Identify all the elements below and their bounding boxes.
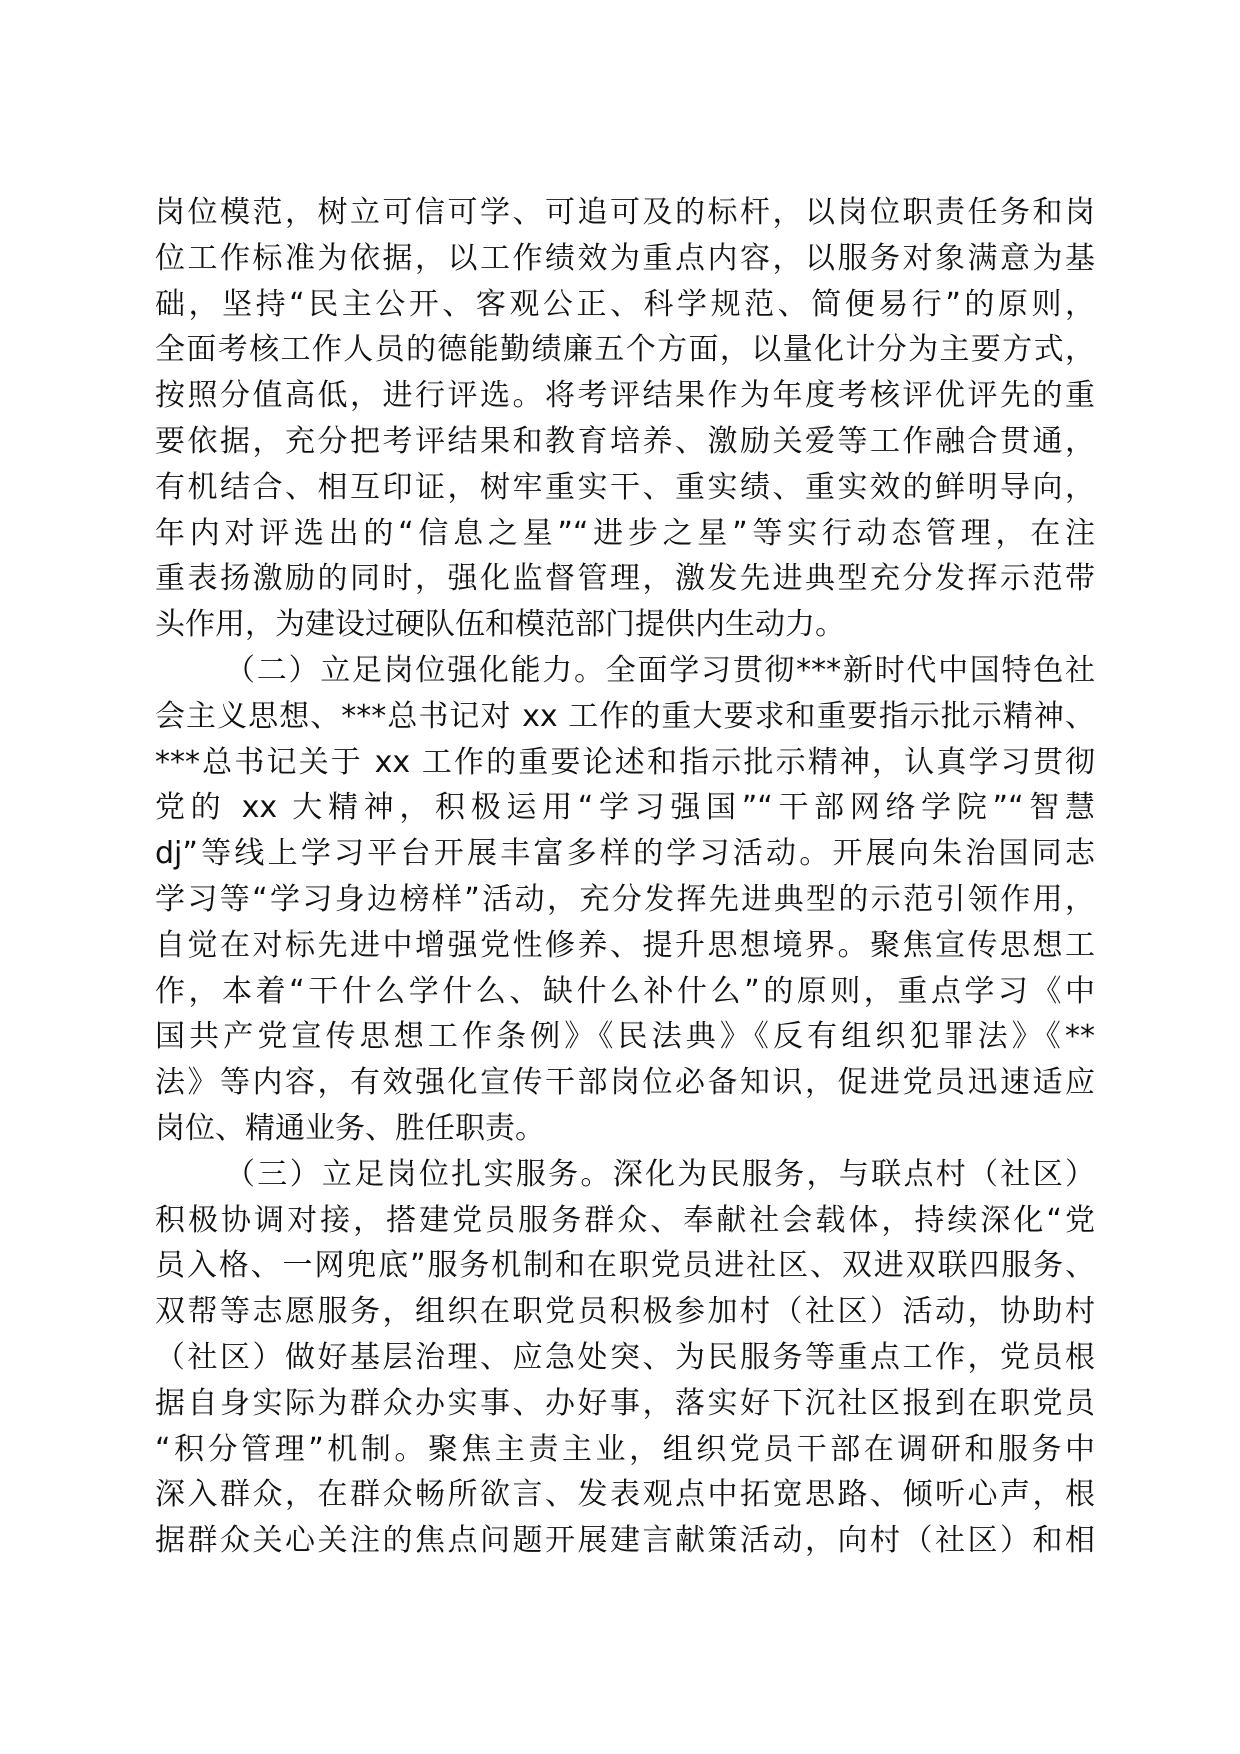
- text-line: 年内对评选出的“信息之星”“进步之星”等实行动态管理，在注: [155, 515, 1095, 551]
- paragraph-2: [155, 648, 1095, 1152]
- text-line: 岗位、精通业务、胜任职责。: [155, 1110, 545, 1146]
- text-line: （社区）做好基层治理、应急处突、为民服务等重点工作，党员根: [155, 1339, 1095, 1375]
- text-line: 员入格、一网兜底”服务机制和在职党员进社区、双进双联四服务、: [155, 1248, 1095, 1284]
- text-line: 全面考核工作人员的德能勤绩廉五个方面，以量化计分为主要方式，: [155, 332, 1095, 368]
- text-line: 深入群众，在群众畅所欲言、发表观点中拓宽思路、倾听心声，根: [155, 1477, 1095, 1513]
- text-line: 会主义思想、***总书记对 xx 工作的重大要求和重要指示批示精神、: [155, 698, 1095, 734]
- text-line: 重表扬激励的同时，强化监督管理，激发先进典型充分发挥示范带: [155, 561, 1095, 597]
- text-line: （二）立足岗位强化能力。全面学习贯彻***新时代中国特色社: [225, 652, 1095, 688]
- text-line: 据群众关心关注的焦点问题开展建言献策活动，向村（社区）和相: [155, 1523, 1095, 1559]
- text-line: 法》等内容，有效强化宣传干部岗位必备知识，促进党员迅速适应: [155, 1065, 1095, 1101]
- text-line: 头作用，为建设过硬队伍和模范部门提供内生动力。: [155, 607, 845, 643]
- text-line: 要依据，充分把考评结果和教育培养、激励关爱等工作融合贯通，: [155, 423, 1095, 459]
- text-line: 自觉在对标先进中增强党性修养、提升思想境界。聚焦宣传思想工: [155, 927, 1095, 963]
- text-line: 有机结合、相互印证，树牢重实干、重实绩、重实效的鲜明导向，: [155, 469, 1095, 505]
- text-line: dj”等线上学习平台开展丰富多样的学习活动。开展向朱治国同志: [155, 836, 1095, 872]
- text-line: 按照分值高低，进行评选。将考评结果作为年度考核评优评先的重: [155, 378, 1095, 414]
- text-line: 双帮等志愿服务，组织在职党员积极参加村（社区）活动，协助村: [155, 1294, 1095, 1330]
- paragraph-3: [155, 1152, 1095, 1564]
- text-line: 据自身实际为群众办实事、办好事，落实好下沉社区报到在职党员: [155, 1385, 1095, 1421]
- paragraph-1: [155, 190, 1095, 648]
- text-line: 作，本着“干什么学什么、缺什么补什么”的原则，重点学习《中: [155, 973, 1095, 1009]
- text-line: 积极协调对接，搭建党员服务群众、奉献社会载体，持续深化“党: [155, 1202, 1095, 1238]
- text-line: 位工作标准为依据，以工作绩效为重点内容，以服务对象满意为基: [155, 240, 1095, 276]
- text-line: （三）立足岗位扎实服务。深化为民服务，与联点村（社区）: [225, 1156, 1095, 1192]
- text-line: 国共产党宣传思想工作条例》《民法典》《反有组织犯罪法》《**: [155, 1019, 1095, 1055]
- text-line: ***总书记关于 xx 工作的重要论述和指示批示精神，认真学习贯彻: [155, 744, 1095, 780]
- text-line: 岗位模范，树立可信可学、可追可及的标杆，以岗位职责任务和岗: [155, 195, 1095, 230]
- text-line: “积分管理”机制。聚焦主责主业，组织党员干部在调研和服务中: [155, 1431, 1095, 1467]
- document-body: [155, 190, 1095, 1564]
- text-line: 党的 xx 大精神，积极运用“学习强国”“干部网络学院”“智慧: [155, 790, 1095, 826]
- text-line: 学习等“学习身边榜样”活动，充分发挥先进典型的示范引领作用，: [155, 881, 1095, 917]
- text-line: 础，坚持“民主公开、客观公正、科学规范、简便易行”的原则，: [155, 286, 1095, 322]
